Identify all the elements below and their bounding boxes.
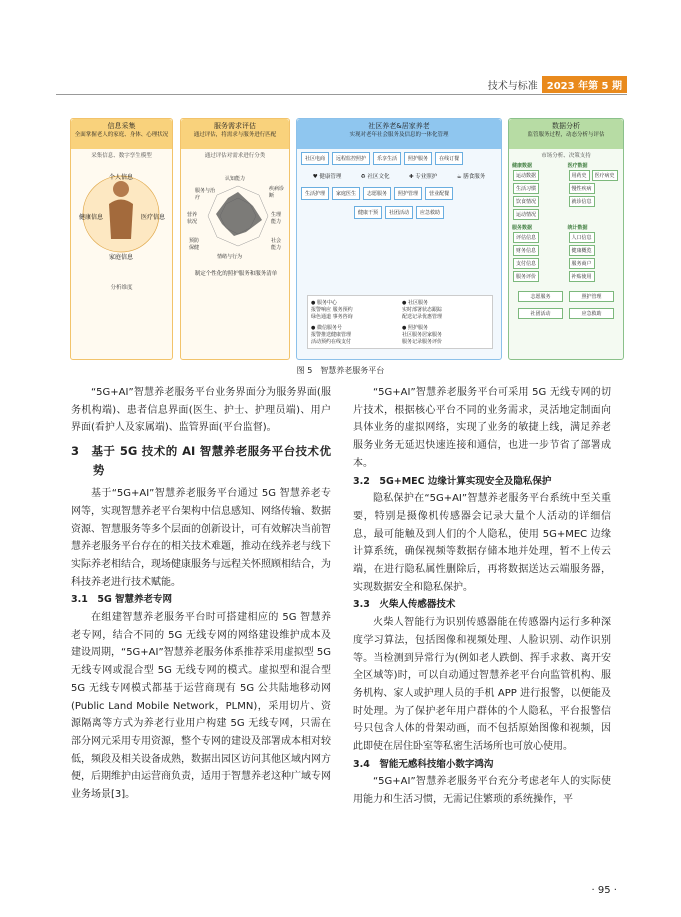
service-box: 生活护理 [301, 187, 329, 200]
axis-label: 营养状况 [187, 212, 198, 225]
axis-label: 预防保健 [189, 238, 200, 251]
running-header [488, 76, 627, 93]
paragraph: “5G+AI”智慧养老服务平台业务界面分为服务界面(服务机构端)、患者信息界面(医生、护士、护理员端)、用户界面(看护人及家属端)、监管界面(平台监督)。 [71, 387, 331, 434]
subsection-heading: 3.2 5G+MEC 边缘计算实现安全及隐私保护 [353, 475, 552, 487]
col4-desc: 监管服务过程，动态分析与评估 [527, 131, 605, 138]
col4-bottom-boxes: 志愿服务 照护管理 社团活动 应急救助 [509, 286, 623, 324]
col2-sub: 通过评估对需求进行分类 [204, 153, 266, 159]
recycle-icon: ♻ 社区文化 [360, 174, 390, 180]
heart-icon: ♥ 健康管理 [312, 174, 342, 180]
col-info-collection [70, 118, 173, 360]
data-group: 健康数据 运动数据生活习惯饮食情况运动情况 [512, 162, 565, 221]
col1-desc: 全面掌握老人的家庭、身体、心理状况 [74, 131, 169, 138]
axis-label: 服务与治疗 [195, 188, 216, 201]
data-group: 统计数据 人口信息健康概览服务商户补贴使用 [568, 224, 621, 283]
journal-name: 技术与标准 [487, 81, 538, 92]
col2-title: 服务需求评估 [214, 122, 256, 130]
col3-title: 社区养老&居家养老 [368, 122, 430, 130]
meal-icon: ☕ 膳食服务 [456, 174, 486, 180]
col4-title: 数据分析 [552, 122, 580, 130]
col2-bottom: 制定个性化的照护服务和服务清单 [194, 271, 278, 277]
right-column [353, 384, 611, 809]
label-medical: 医疗信息 [140, 214, 166, 221]
label-family: 家庭信息 [108, 254, 134, 261]
data-groups [509, 159, 623, 286]
service-box: 乐享生活 [373, 152, 401, 165]
paragraph: 基于“5G+AI”智慧养老服务平台通过 5G 智慧养老专网等，实现智慧养老平台架构中信息感知、网络传输、数据资源、智慧服务等多个层面的创新设计，可有效解决当前智慧养老服务平台存在的相关技术难题，推动在线养老与线下实际养老相结合，现场健康服务与远程关怀照顾相结合，为科技养老进行技术赋能。 [71, 488, 331, 588]
service-box: 在线订餐 [435, 152, 463, 165]
radar-axis-labels [187, 175, 285, 275]
col4-sub: 市场分析、决策支持 [541, 153, 591, 159]
service-box: 社区电商 [301, 152, 329, 165]
col1-sub: 采集信息、数字孪生模型 [91, 153, 152, 159]
label-personal: 个人信息 [108, 174, 134, 181]
axis-label: 情绪与行为 [217, 254, 243, 260]
axis-label: 生理能力 [271, 212, 282, 225]
service-row-3 [297, 203, 501, 222]
service-row-1 [297, 149, 501, 168]
service-box: 照护管理 [394, 187, 422, 200]
paragraph: 火柴人智能行为识别传感器能在传感器内运行多种深度学习算法，包括图像和视频处理、人脸识别、动作识别等。当检测到异常行为(例如老人跌倒、挥手求救、离开安全区域等)时，可以自动通过智慧养老平台向监管机构、服务机构、家人或护理人员的手机 APP 进行报警，以便能及时处理。为了保护老年用户群体的个人隐私，平台报警信号只包含人体的骨架动画，而不包括原始图像和视频，因此即使在居住卧室等私密生活场所也可放心使用。 [353, 617, 611, 753]
paragraph: “5G+AI”智慧养老服务平台充分考虑老年人的实际使用能力和生活习惯，无需记住繁琐的系统操作，平 [353, 776, 611, 806]
col-community-care [296, 118, 502, 360]
header-rule [56, 94, 627, 95]
paragraph: “5G+AI”智慧养老服务平台可采用 5G 无线专网的切片技术，根据核心平台不同的业务需求，灵活地定制面向具体业务的虚拟网络，实现了业务的敏捷上线，满足养老服务业务无延迟快速连接和通信，也进一步节省了部署成本。 [353, 387, 611, 469]
service-row-2 [297, 184, 501, 203]
axis-label: 社会能力 [271, 238, 282, 251]
subsection-heading: 3.3 火柴人传感器技术 [353, 599, 456, 611]
paragraph: 在组建智慧养老服务平台时可搭建相应的 5G 智慧养老专网，结合不同的 5G 无线专网的网络建设维护成本及建设周期，“5G+AI”智慧养老服务体系推荐采用虚拟型 5G 无线专网或混合型 5G 无线专网的模式。虚拟型和混合型 5G 无线专网模式都基于运营商现有 5G 公共陆地移动网(Public Land Mobile Network，PLMN)，采用切片、资源隔离等方式为养老行业用户构建 5G 无线专网，只需在部分网元采用专用资源，整个专网的建设及部署成本相对较低，频段及相关设备成熟，数据出园区访问其他区域内网方便，后期维护由运营商负责，适用于智慧养老这种广域专网业务场景[3]。 [71, 612, 331, 801]
label-health: 健康信息 [78, 214, 104, 221]
page-number: · 95 · [591, 885, 617, 896]
col3-desc: 实现对老年社会服务及信息的一体化管理 [349, 131, 449, 138]
issue-badge: 2023 年第 5 期 [542, 76, 627, 93]
svc-wechat: ● 微信服务号 报警推送健康管理 活动预约在线支付 [311, 325, 352, 345]
col1-bottom: 分析维度 [110, 285, 133, 291]
svc-center: ● 服务中心 报警响应 服务预约 绿色通道 事务咨询 [311, 300, 353, 320]
service-box: 家庭医生 [332, 187, 360, 200]
svc-care: ● 照护服务 社区服务居家服务 服务记录服务评价 [402, 325, 443, 345]
subsection-heading: 3.4 智能无感科技缩小数字鸿沟 [353, 758, 494, 770]
left-column [71, 384, 331, 804]
service-box: 营业配餐 [425, 187, 453, 200]
care-icon: ✚ 专业照护 [408, 174, 438, 180]
paragraph: 隐私保护在“5G+AI”智慧养老服务平台系统中至关重要，特别是摄像机传感器会记录大量个人活动的详细信息，最可能触及到人们的个人隐私，使用 5G+MEC 边缘计算系统，确保视频等数据存储本地并处理，暂不上传云端，在进行隐私属性删除后，再将数据送达云端服务器，实现数据安全和隐私保护。 [353, 493, 611, 593]
figure-platform-diagram [70, 114, 624, 364]
figure-caption: 图 5 智慧养老服务平台 [296, 366, 385, 375]
col-needs-assessment [180, 118, 290, 360]
service-channels [307, 295, 493, 349]
service-box: 健康干预 [354, 206, 382, 219]
elder-person-illustration [71, 159, 172, 279]
subsection-heading: 3.1 5G 智慧养老专网 [71, 594, 173, 606]
axis-label: 疾病诊断 [269, 186, 285, 199]
svc-community: ● 社区服务 实时部署状态跟踪 配送记录优惠管理 [402, 300, 443, 320]
section-heading: 3 基于 5G 技术的 AI 智慧养老服务平台技术优势 [71, 444, 331, 478]
service-box: 远程监控照护 [332, 152, 370, 165]
axis-label: 认知能力 [225, 176, 246, 182]
service-box: 社团活动 [385, 206, 413, 219]
service-icons [297, 168, 501, 184]
col2-desc: 通过评估，将需求与服务进行匹配 [193, 131, 277, 138]
col-data-analysis [508, 118, 624, 360]
data-group: 医疗数据 用药史 医疗病史慢性疾病就诊信息 [568, 162, 621, 221]
service-box: 照护服务 [404, 152, 432, 165]
data-group: 服务数据 评估信息财务信息支付信息服务评价 [512, 224, 565, 283]
col1-title: 信息采集 [107, 122, 136, 130]
service-box: 志愿服务 [363, 187, 391, 200]
service-box: 应急救助 [416, 206, 444, 219]
